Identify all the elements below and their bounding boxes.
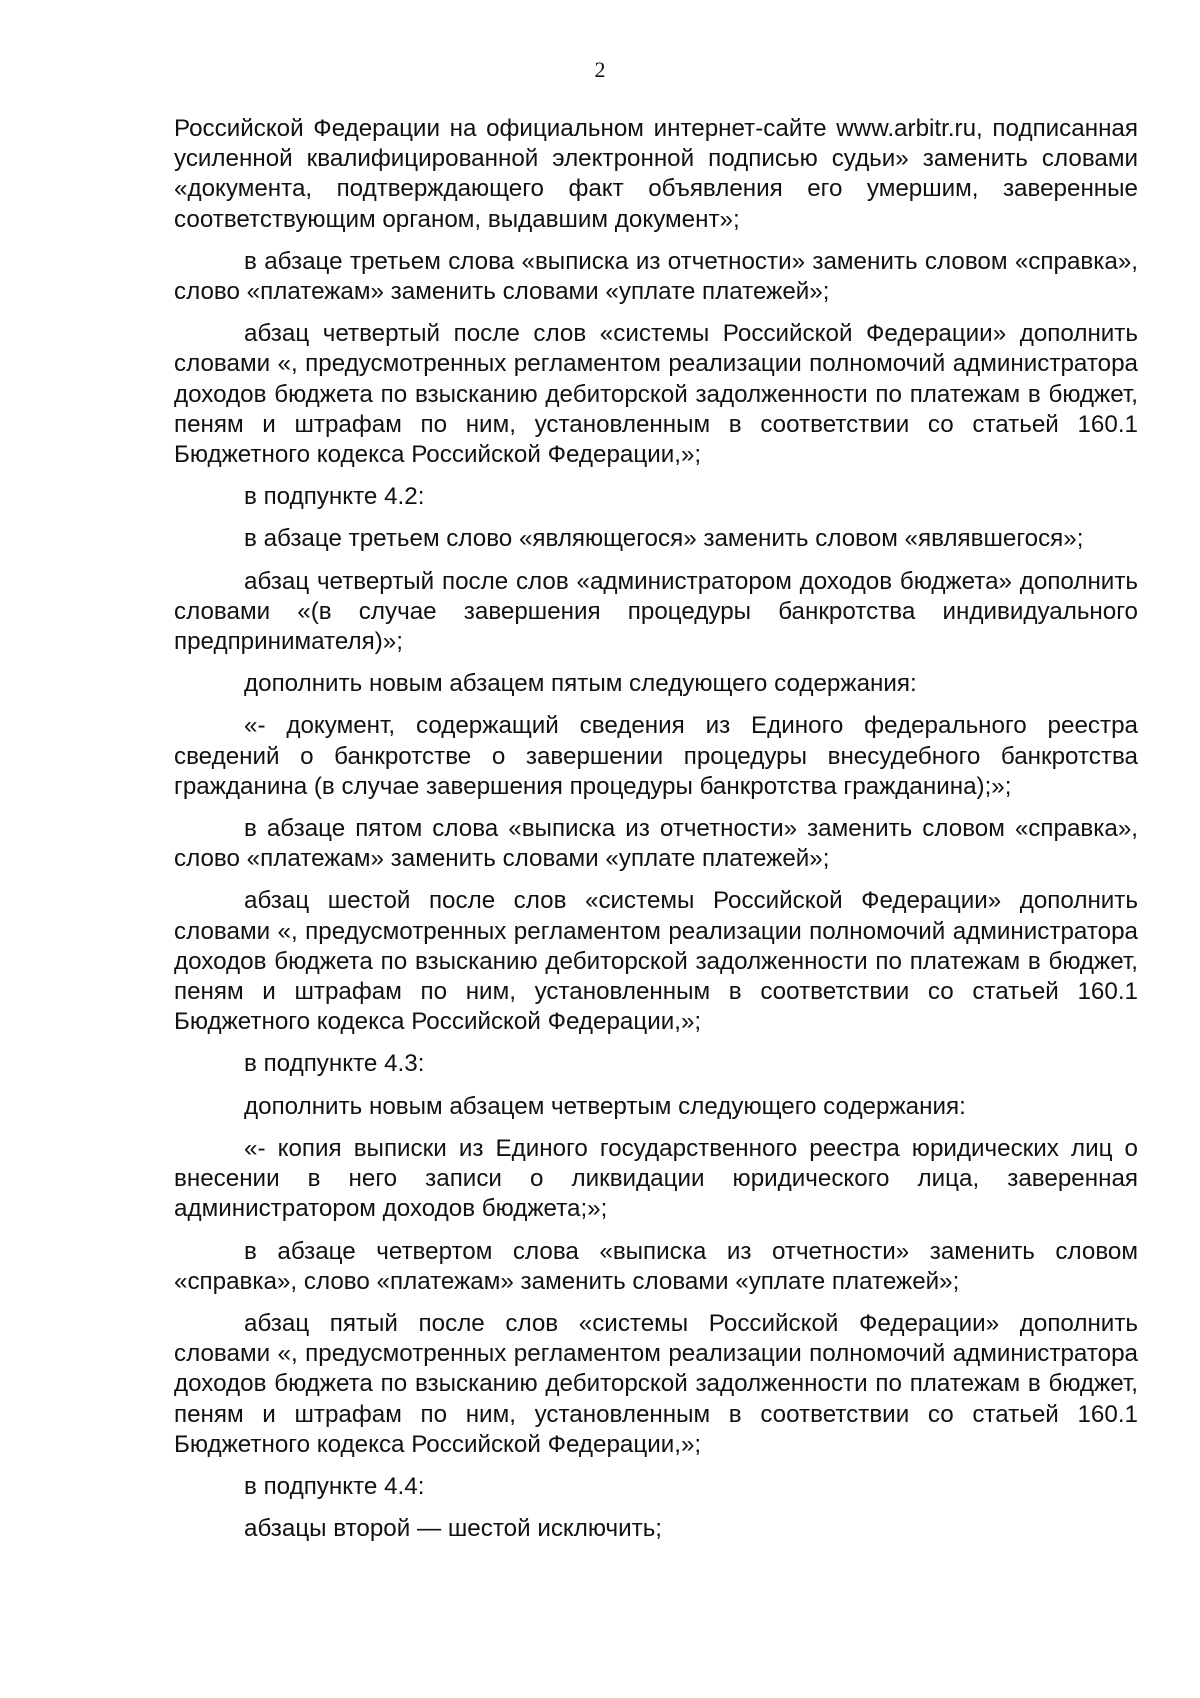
paragraph-1: Российской Федерации на официальном интернет-сайте www.arbitr.ru, подписанная усиленной квалифицированной электронной подписью судьи» заменить словами «документа, подтверждающего факт объявления его умершим, заверенные соответствующим органом, выдавшим документ»;: [174, 115, 1138, 233]
paragraph-9: в абзаце пятом слова «выписка из отчетности» заменить словом «справка», слово «платежам» заменить словами «уплате платежей»;: [174, 815, 1138, 873]
paragraph-16: в подпункте 4.4:: [244, 1472, 425, 1500]
paragraph-7: дополнить новым абзацем пятым следующего содержания:: [244, 670, 917, 698]
paragraph-2: в абзаце третьем слова «выписка из отчетности» заменить словом «справка», слово «платежам» заменить словами «уплате платежей»;: [174, 247, 1138, 306]
page-number: 2: [594, 57, 606, 82]
paragraph-17: абзацы второй — шестой исключить;: [244, 1515, 663, 1543]
paragraph-14: в абзаце четвертом слова «выписка из отчетности» заменить словом «справка», слово «платежам» заменить словами «уплате платежей»;: [174, 1237, 1138, 1295]
paragraph-15: абзац пятый после слов «системы Российской Федерации» дополнить словами «, предусмотренных регламентом реализации полномочий администратора доходов бюджета по взысканию дебиторской задолженности по платежам в бюджет, пеням и штрафам по ним, установленным в соответствии со статьей 160.1 Бюджетного кодекса Российской Федерации,»;: [174, 1309, 1138, 1458]
paragraph-11: в подпункте 4.3:: [244, 1050, 425, 1078]
paragraph-4: в подпункте 4.2:: [244, 483, 425, 511]
paragraph-5: в абзаце третьем слово «являющегося» заменить словом «являвшегося»;: [244, 525, 1084, 553]
paragraph-10: абзац шестой после слов «системы Российской Федерации» дополнить словами «, предусмотренных регламентом реализации полномочий администратора доходов бюджета по взысканию дебиторской задолженности по платежам в бюджет, пеням и штрафам по ним, установленным в соответствии со статьей 160.1 Бюджетного кодекса Российской Федерации,»;: [174, 887, 1138, 1036]
document-body: [174, 114, 1138, 1544]
paragraph-8: «- документ, содержащий сведения из Единого федерального реестра сведений о банкротстве о завершении процедуры внесудебного банкротства гражданина (в случае завершения процедуры банкротства гражданина);»;: [174, 712, 1138, 800]
paragraph-3: абзац четвертый после слов «системы Российской Федерации» дополнить словами «, предусмотренных регламентом реализации полномочий администратора доходов бюджета по взысканию дебиторской задолженности по платежам в бюджет, пеням и штрафам по ним, установленным в соответствии со статьей 160.1 Бюджетного кодекса Российской Федерации,»;: [174, 320, 1138, 469]
paragraph-13: «- копия выписки из Единого государственного реестра юридических лиц о внесении в него записи о ликвидации юридического лица, заверенная администратором доходов бюджета;»;: [174, 1134, 1138, 1223]
paragraph-12: дополнить новым абзацем четвертым следующего содержания:: [244, 1092, 966, 1120]
paragraph-6: абзац четвертый после слов «администратором доходов бюджета» дополнить словами «(в случае завершения процедуры банкротства индивидуального предпринимателя)»;: [174, 567, 1138, 656]
